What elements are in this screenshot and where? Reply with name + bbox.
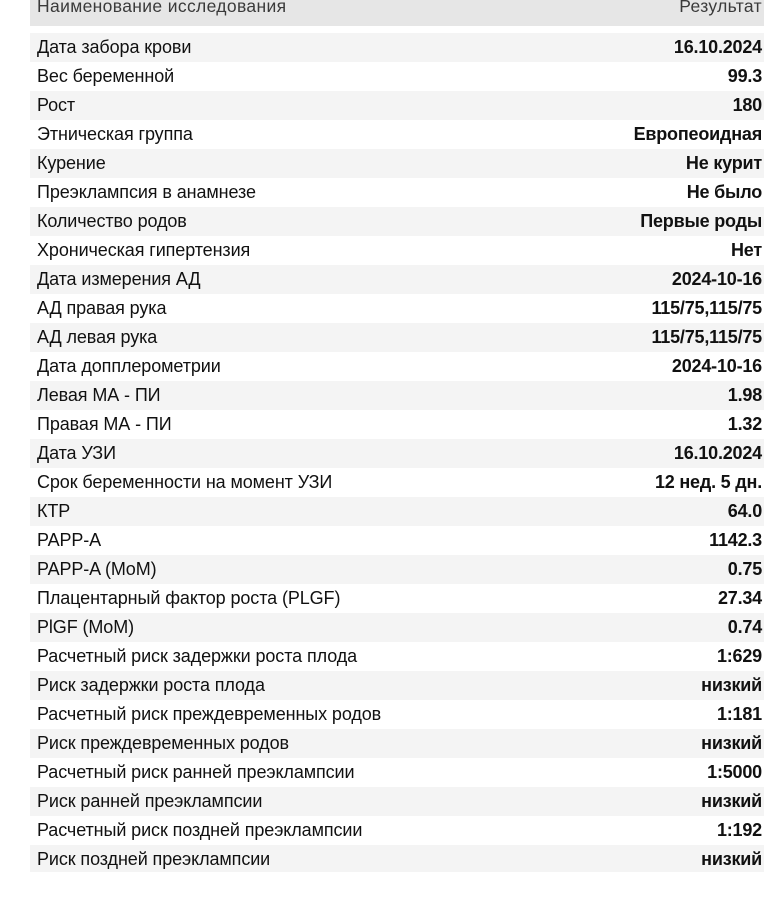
row-result-cell: 0.75: [590, 555, 764, 584]
table-row: [30, 729, 764, 758]
row-result-cell: 1142.3: [590, 526, 764, 555]
row-result-cell: 115/75,115/75: [590, 294, 764, 323]
column-header-name: Наименование исследования: [30, 0, 590, 26]
row-name-cell: Этническая группа: [30, 120, 590, 149]
row-result-cell: 1.32: [590, 410, 764, 439]
table-row: [30, 149, 764, 178]
row-result-cell: 1:192: [590, 816, 764, 845]
table-row: [30, 787, 764, 816]
row-name-cell: АД правая рука: [30, 294, 590, 323]
row-result-cell: 1:629: [590, 642, 764, 671]
row-name-cell: Риск ранней преэклампсии: [30, 787, 590, 816]
row-result-cell: Не курит: [590, 149, 764, 178]
table-row: [30, 642, 764, 671]
row-name-cell: Вес беременной: [30, 62, 590, 91]
row-result-cell: 12 нед. 5 дн.: [590, 468, 764, 497]
row-name-cell: Риск поздней преэклампсии: [30, 845, 590, 874]
row-result-cell: 2024-10-16: [590, 352, 764, 381]
row-name-cell: Дата допплерометрии: [30, 352, 590, 381]
row-result-cell: 1.98: [590, 381, 764, 410]
row-result-cell: низкий: [590, 729, 764, 758]
table-row: [30, 381, 764, 410]
table-row: [30, 497, 764, 526]
row-name-cell: Количество родов: [30, 207, 590, 236]
table-row: [30, 178, 764, 207]
row-name-cell: Расчетный риск задержки роста плода: [30, 642, 590, 671]
row-name-cell: Хроническая гипертензия: [30, 236, 590, 265]
table-row: [30, 33, 764, 62]
column-header-result: Результат: [590, 0, 764, 26]
row-result-cell: низкий: [590, 671, 764, 700]
table-row: [30, 555, 764, 584]
row-name-cell: Плацентарный фактор роста (PLGF): [30, 584, 590, 613]
table-row: [30, 758, 764, 787]
row-name-cell: Дата измерения АД: [30, 265, 590, 294]
table-row: [30, 323, 764, 352]
row-result-cell: 2024-10-16: [590, 265, 764, 294]
row-name-cell: PAPP-A (MoM): [30, 555, 590, 584]
row-name-cell: Рост: [30, 91, 590, 120]
table-header: [30, 0, 764, 26]
row-name-cell: АД левая рука: [30, 323, 590, 352]
row-name-cell: Дата УЗИ: [30, 439, 590, 468]
row-name-cell: КТР: [30, 497, 590, 526]
table-row: [30, 468, 764, 497]
table-row: [30, 294, 764, 323]
row-name-cell: Дата забора крови: [30, 33, 590, 62]
row-result-cell: 99.3: [590, 62, 764, 91]
row-name-cell: PAPP-A: [30, 526, 590, 555]
table-row: [30, 613, 764, 642]
row-name-cell: PlGF (MoM): [30, 613, 590, 642]
spacer-cell-result: [590, 26, 764, 33]
table-row: [30, 671, 764, 700]
table-body: [30, 26, 764, 874]
table-row: [30, 584, 764, 613]
table-bottom-whitespace: [0, 872, 764, 898]
table-row: [30, 526, 764, 555]
row-result-cell: 180: [590, 91, 764, 120]
row-result-cell: 16.10.2024: [590, 439, 764, 468]
row-name-cell: Расчетный риск преждевременных родов: [30, 700, 590, 729]
row-name-cell: Риск преждевременных родов: [30, 729, 590, 758]
row-result-cell: Нет: [590, 236, 764, 265]
row-result-cell: 0.74: [590, 613, 764, 642]
table-row: [30, 845, 764, 874]
row-name-cell: Левая МА - ПИ: [30, 381, 590, 410]
table-row: [30, 120, 764, 149]
row-name-cell: Риск задержки роста плода: [30, 671, 590, 700]
row-result-cell: 1:181: [590, 700, 764, 729]
row-result-cell: 27.34: [590, 584, 764, 613]
row-name-cell: Расчетный риск ранней преэклампсии: [30, 758, 590, 787]
row-name-cell: Срок беременности на момент УЗИ: [30, 468, 590, 497]
table-header-row: [30, 0, 764, 26]
table-row: [30, 62, 764, 91]
row-result-cell: 64.0: [590, 497, 764, 526]
row-result-cell: Не было: [590, 178, 764, 207]
table-row: [30, 207, 764, 236]
table-row: [30, 265, 764, 294]
row-result-cell: низкий: [590, 845, 764, 874]
spacer-cell-name: [30, 26, 590, 33]
results-table: [30, 0, 764, 874]
row-name-cell: Преэклампсия в анамнезе: [30, 178, 590, 207]
table-row: [30, 816, 764, 845]
row-result-cell: 16.10.2024: [590, 33, 764, 62]
row-name-cell: Курение: [30, 149, 590, 178]
header-body-spacer: [30, 26, 764, 33]
table-row: [30, 410, 764, 439]
row-result-cell: 115/75,115/75: [590, 323, 764, 352]
table-row: [30, 439, 764, 468]
row-result-cell: 1:5000: [590, 758, 764, 787]
row-name-cell: Правая МА - ПИ: [30, 410, 590, 439]
row-result-cell: Первые роды: [590, 207, 764, 236]
table-row: [30, 236, 764, 265]
row-name-cell: Расчетный риск поздней преэклампсии: [30, 816, 590, 845]
table-row: [30, 352, 764, 381]
row-result-cell: низкий: [590, 787, 764, 816]
row-result-cell: Европеоидная: [590, 120, 764, 149]
table-row: [30, 700, 764, 729]
table-row: [30, 91, 764, 120]
